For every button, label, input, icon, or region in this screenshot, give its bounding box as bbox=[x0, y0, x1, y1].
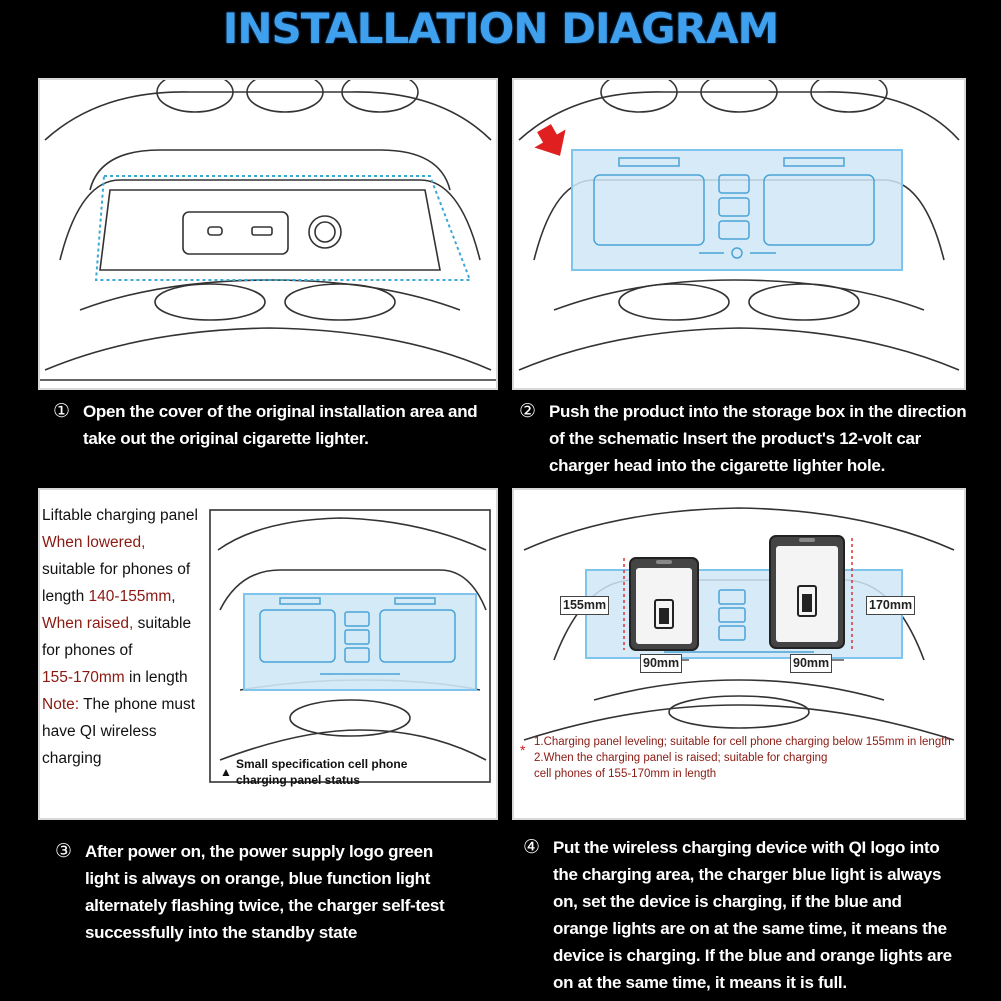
step2-line: Push the product into the storage box in the direction bbox=[549, 402, 967, 421]
step4-line: Put the wireless charging device with QI logo into bbox=[553, 838, 940, 857]
spec-text: in length bbox=[124, 669, 188, 686]
step3-line: successfully into the standby state bbox=[85, 923, 357, 942]
step1-caption bbox=[53, 398, 503, 452]
spec-text: suitable bbox=[133, 615, 192, 632]
spec-text: suitable for phones of bbox=[42, 561, 191, 578]
spec-raised-label: When raised, bbox=[42, 615, 134, 632]
spec-raised-range: 155-170mm bbox=[42, 669, 125, 686]
page-title: INSTALLATION DIAGRAM bbox=[222, 4, 779, 53]
spec-note-text: charging bbox=[42, 750, 102, 767]
step3-caption bbox=[55, 838, 495, 946]
note-line: 1.Charging panel leveling; suitable for cell phone charging below 155mm in length bbox=[534, 736, 951, 748]
step2-illustration bbox=[512, 78, 966, 390]
step2-line: of the schematic Insert the product's 12-volt car bbox=[549, 429, 921, 448]
step2-caption bbox=[519, 398, 979, 479]
step4-line: orange lights are on at the same time, it means the bbox=[553, 919, 947, 938]
spec-text: for phones of bbox=[42, 642, 133, 659]
dim-label-170: 170mm bbox=[866, 596, 915, 615]
spec-text: length bbox=[42, 588, 89, 605]
console-drawing-2 bbox=[514, 80, 964, 388]
step1-line: take out the original cigarette lighter. bbox=[83, 429, 369, 448]
step1-line: Open the cover of the original installation area and bbox=[83, 402, 478, 421]
spec-text: , bbox=[171, 588, 176, 605]
step3-line: After power on, the power supply logo green bbox=[85, 842, 433, 861]
phone-small-icon bbox=[630, 558, 698, 650]
step4-line: device is charging. If the blue and orange lights are bbox=[553, 946, 952, 965]
step3-line: light is always on orange, blue function light bbox=[85, 869, 431, 888]
step4-line: on at the same time, it means it is full. bbox=[553, 973, 847, 992]
step4-line: on, set the device is charging, if the blue and bbox=[553, 892, 902, 911]
step3-number: ③ bbox=[55, 840, 72, 862]
note-line: cell phones of 155-170mm in length bbox=[534, 768, 717, 780]
caption-line: Small specification cell phone bbox=[236, 757, 408, 771]
note-line: 2.When the charging panel is raised; suitable for charging bbox=[534, 752, 828, 764]
caption-line: charging panel status bbox=[236, 773, 361, 787]
dim-label-90-right: 90mm bbox=[790, 654, 832, 673]
step4-illustration bbox=[512, 488, 966, 820]
dim-label-90-left: 90mm bbox=[640, 654, 682, 673]
step2-number: ② bbox=[519, 400, 536, 422]
spec-title: Liftable charging panel bbox=[42, 507, 198, 524]
phone-large-icon bbox=[770, 536, 844, 648]
spec-lowered-label: When lowered, bbox=[42, 534, 146, 551]
panel-status-caption bbox=[220, 756, 408, 788]
spec-note-text: have QI wireless bbox=[42, 723, 157, 740]
step4-number: ④ bbox=[523, 836, 540, 858]
step1-number: ① bbox=[53, 400, 70, 422]
spec-note-text: The phone must bbox=[79, 696, 196, 713]
step3-illustration bbox=[38, 488, 498, 820]
spec-lowered-range: 140-155mm bbox=[88, 588, 172, 605]
dim-label-155: 155mm bbox=[560, 596, 609, 615]
star-marker-icon: * bbox=[520, 742, 526, 758]
triangle-marker-icon: ▲ bbox=[220, 765, 232, 779]
step4-caption bbox=[523, 834, 993, 996]
step4-line: the charging area, the charger blue light is always bbox=[553, 865, 942, 884]
console-drawing-1 bbox=[40, 80, 496, 388]
step2-line: charger head into the cigarette lighter hole. bbox=[549, 456, 886, 475]
step3-line: alternately flashing twice, the charger self-test bbox=[85, 896, 445, 915]
panel-spec-text bbox=[42, 502, 214, 772]
step1-illustration bbox=[38, 78, 498, 390]
spec-note-label: Note: bbox=[42, 696, 80, 713]
